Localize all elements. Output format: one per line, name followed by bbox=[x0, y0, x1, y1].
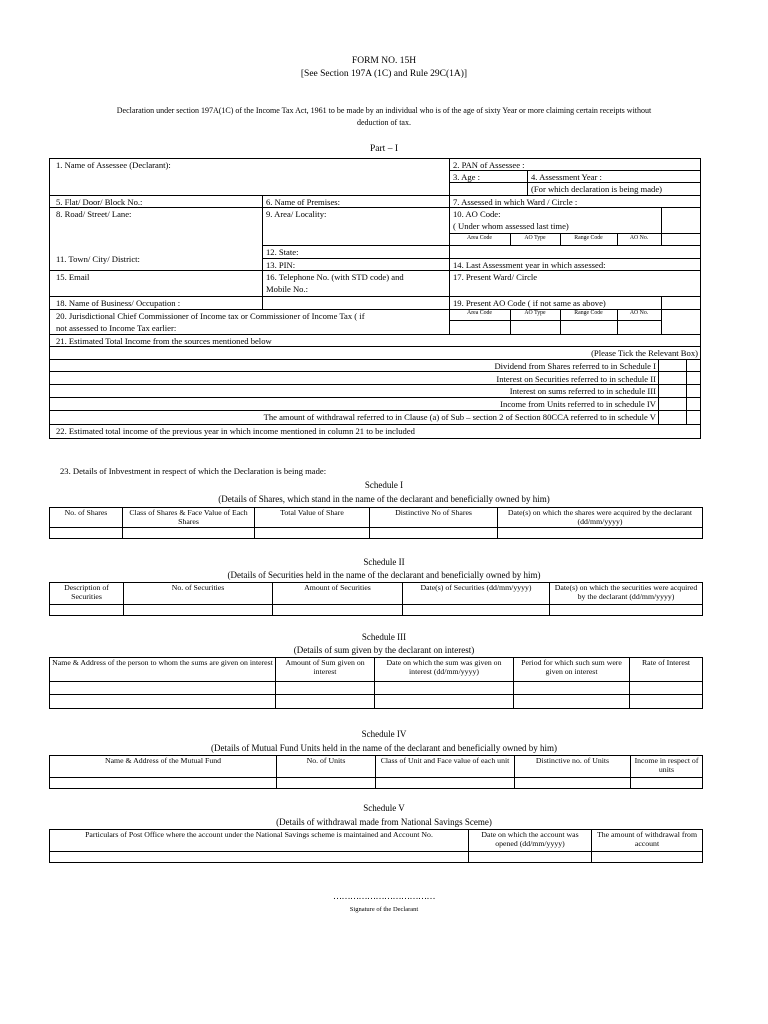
field-7-ward-circle: 7. Assessed in which Ward / Circle : bbox=[453, 197, 578, 207]
field-8-road: 8. Road/ Street/ Lane: bbox=[56, 209, 132, 219]
field-2-pan: 2. PAN of Assessee : bbox=[453, 160, 525, 170]
income-row-sums: Interest on sums referred to in schedule III bbox=[509, 386, 656, 396]
schedule-1-subtitle: (Details of Shares, which stand in the name of the declarant and beneficially owned by him) bbox=[218, 494, 550, 504]
table-row bbox=[50, 682, 703, 695]
col-header: Amount of Securities bbox=[273, 583, 403, 605]
schedule-3-table bbox=[49, 657, 703, 709]
section-23-heading: 23. Details of Inbvestment in respect of which the Declaration is being made: bbox=[60, 466, 327, 476]
field-21-estimated-income: 21. Estimated Total Income from the sources mentioned below bbox=[56, 336, 272, 346]
schedule-1-table bbox=[49, 507, 703, 539]
col-header: Particulars of Post Office where the account under the National Savings scheme is maintained and Account No. bbox=[50, 830, 469, 852]
ao-area-code: Area Code bbox=[467, 235, 492, 241]
ao-type-2: AO Type bbox=[524, 310, 546, 316]
field-10-note: ( Under whom assessed last time) bbox=[453, 221, 569, 231]
income-row-dividend: Dividend from Shares referred to in Schedule I bbox=[494, 361, 656, 371]
income-row-withdrawal: The amount of withdrawal referred to in Clause (a) of Sub – section 2 of Section 80CCA referred to in schedule V bbox=[263, 412, 656, 422]
col-header: Total Value of Share bbox=[255, 508, 370, 528]
col-header: Date(s) on which the securities were acquired by the declarant (dd/mm/yyyy) bbox=[550, 583, 703, 605]
col-header: Name & Address of the person to whom the sums are given on interest bbox=[50, 658, 276, 682]
field-12-state: 12. State: bbox=[266, 247, 299, 257]
field-20-jurisdictional: 20. Jurisdictional Chief Commissioner of Income tax or Commissioner of Income Tax ( if bbox=[56, 311, 365, 321]
schedule-3-title: Schedule III bbox=[361, 632, 407, 642]
ao-number-2: AO No. bbox=[629, 310, 649, 316]
form-number: FORM NO. 15H bbox=[351, 56, 417, 66]
col-header: Date on which the sum was given on interest (dd/mm/yyyy) bbox=[375, 658, 514, 682]
form-section: [See Section 197A (1C) and Rule 29C(1A)] bbox=[300, 69, 468, 79]
schedule-5-subtitle: (Details of withdrawal made from National Savings Sceme) bbox=[276, 817, 492, 827]
table-row bbox=[50, 852, 703, 863]
col-header: Rate of Interest bbox=[630, 658, 703, 682]
schedule-4-table bbox=[49, 755, 703, 789]
ao-number: AO No. bbox=[629, 235, 649, 241]
col-header: Class of Unit and Face value of each unit bbox=[376, 756, 515, 778]
schedule-1-title: Schedule I bbox=[364, 480, 404, 490]
signature-line: ……………………………… bbox=[333, 891, 435, 901]
col-header: Distinctive No of Shares bbox=[370, 508, 498, 528]
col-header: Period for which such sum were given on interest bbox=[514, 658, 630, 682]
tick-instruction: (Please Tick the Relevant Box) bbox=[591, 348, 698, 358]
field-16-mobile: Mobile No.: bbox=[266, 284, 309, 294]
col-header: Class of Shares & Face Value of Each Shares bbox=[123, 508, 255, 528]
ao-range-code-2: Range Code bbox=[574, 310, 603, 316]
col-header: No. of Securities bbox=[124, 583, 273, 605]
field-6-premises: 6. Name of Premises: bbox=[266, 197, 340, 207]
col-header: Date(s) of Securities (dd/mm/yyyy) bbox=[403, 583, 550, 605]
col-header: No. of Shares bbox=[50, 508, 123, 528]
schedule-3-subtitle: (Details of sum given by the declarant on interest) bbox=[293, 645, 475, 655]
field-17-present-ward: 17. Present Ward/ Circle bbox=[453, 272, 538, 282]
tick-box-schedule-2[interactable] bbox=[659, 373, 685, 384]
field-1-name-of-assessee: 1. Name of Assessee (Declarant): bbox=[56, 160, 171, 170]
field-19-present-ao-code: 19. Present AO Code ( if not same as above) bbox=[453, 298, 606, 308]
col-header: Date(s) on which the shares were acquired by the declarant (dd/mm/yyyy) bbox=[498, 508, 703, 528]
field-20-note: not assessed to Income Tax earlier: bbox=[56, 323, 177, 333]
field-11-town: 11. Town/ City/ District: bbox=[56, 254, 140, 264]
table-row bbox=[50, 778, 703, 789]
ao-area-code-2: Area Code bbox=[467, 310, 492, 316]
schedule-4-title: Schedule IV bbox=[361, 729, 407, 739]
schedule-5-title: Schedule V bbox=[363, 803, 405, 813]
col-header: No. of Units bbox=[277, 756, 376, 778]
declaration-line-2: deduction of tax. bbox=[357, 118, 411, 127]
field-16-telephone: 16. Telephone No. (with STD code) and bbox=[266, 272, 404, 282]
col-header: Description of Securities bbox=[50, 583, 124, 605]
schedule-2-table bbox=[49, 582, 703, 616]
field-18-business: 18. Name of Business/ Occupation : bbox=[56, 298, 181, 308]
table-row bbox=[50, 695, 703, 709]
col-header: Date on which the account was opened (dd/mm/yyyy) bbox=[469, 830, 592, 852]
declaration-line-1: Declaration under section 197A(1C) of the Income Tax Act, 1961 to be made by an individual who is of the age of sixty Year or more claiming certain receipts without bbox=[116, 106, 652, 115]
income-row-securities: Interest on Securities referred to in schedule II bbox=[496, 374, 656, 384]
field-13-pin: 13. PIN: bbox=[266, 260, 296, 270]
field-9-area: 9. Area/ Locality: bbox=[266, 209, 327, 219]
tick-box-schedule-5[interactable] bbox=[659, 411, 685, 423]
tick-box-schedule-4[interactable] bbox=[659, 398, 685, 409]
schedule-5-table bbox=[49, 829, 703, 863]
col-header: Amount of Sum given on interest bbox=[276, 658, 375, 682]
col-header: Distinctive no. of Units bbox=[515, 756, 631, 778]
schedule-2-subtitle: (Details of Securities held in the name of the declarant and beneficially owned by him) bbox=[227, 570, 541, 580]
income-row-units: Income from Units referred to in schedule IV bbox=[500, 399, 656, 409]
field-4-assessment-year: 4. Assessment Year : bbox=[531, 172, 602, 182]
signature-label: Signature of the Declarant bbox=[349, 906, 419, 913]
tick-box-schedule-1[interactable] bbox=[659, 360, 685, 371]
field-5-flat-door: 5. Flat/ Door/ Block No.: bbox=[56, 197, 143, 207]
col-header: Income in respect of units bbox=[631, 756, 703, 778]
field-22-estimated-total: 22. Estimated total income of the previous year in which income mentioned in column 21 to be included bbox=[56, 426, 415, 436]
field-3-age: 3. Age : bbox=[453, 172, 480, 182]
field-14-last-assessment-year: 14. Last Assessment year in which assessed: bbox=[453, 260, 606, 270]
field-15-email: 15. Email bbox=[56, 272, 90, 282]
part-title: Part – I bbox=[370, 144, 398, 154]
field-4-note: (For which declaration is being made) bbox=[531, 184, 663, 194]
schedule-2-title: Schedule II bbox=[363, 557, 405, 567]
col-header: The amount of withdrawal from account bbox=[592, 830, 703, 852]
ao-range-code: Range Code bbox=[574, 235, 603, 241]
table-row bbox=[50, 605, 703, 616]
ao-type: AO Type bbox=[524, 235, 546, 241]
field-10-ao-code: 10. AO Code: bbox=[453, 209, 501, 219]
col-header: Name & Address of the Mutual Fund bbox=[50, 756, 277, 778]
table-row bbox=[50, 528, 703, 539]
schedule-4-subtitle: (Details of Mutual Fund Units held in the name of the declarant and beneficially owned by him) bbox=[211, 743, 557, 753]
tick-box-schedule-3[interactable] bbox=[659, 385, 685, 396]
